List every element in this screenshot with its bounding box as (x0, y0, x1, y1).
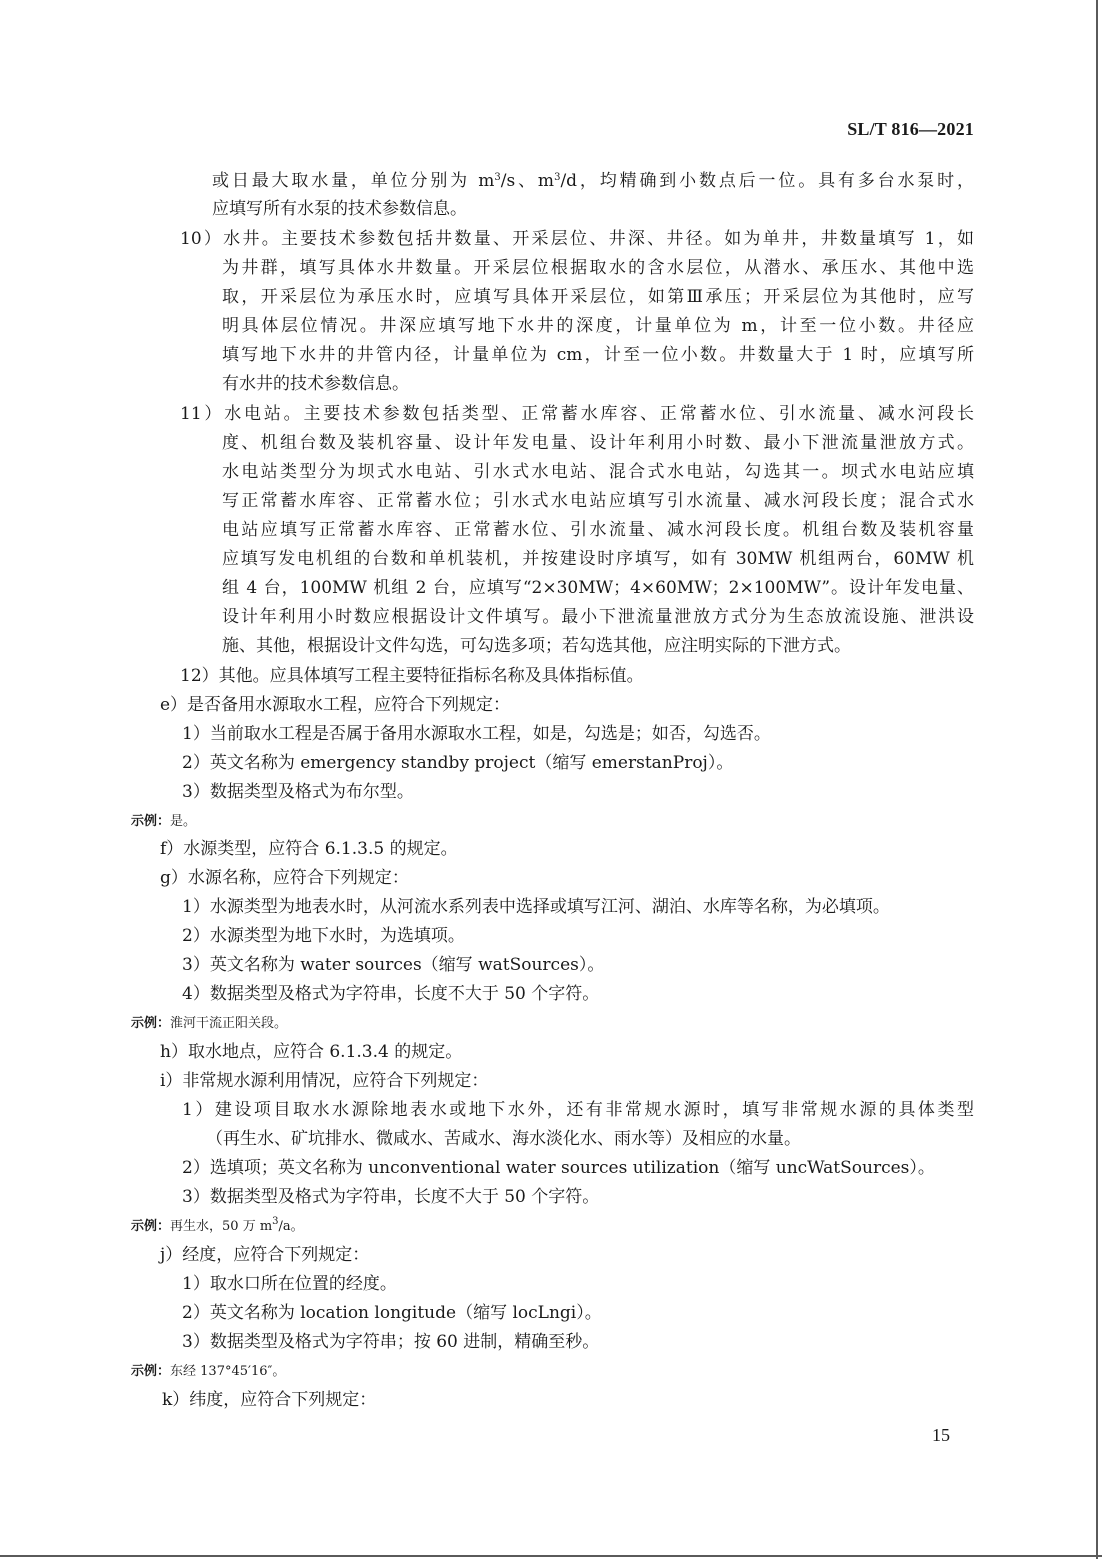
text-line: 取，开采层位为承压水时，应填写具体开采层位，如第Ⅲ承压；开采层位为其他时，应写 (222, 287, 974, 307)
text-line: 施、其他，根据设计文件勾选，可勾选多项；若勾选其他，应注明实际的下泄方式。 (222, 636, 851, 656)
example-label: 示例： (131, 814, 171, 829)
example-line: 示例：淮河干流正阳关段。 (131, 1016, 288, 1031)
list-item: 3）数据类型及格式为字符串，长度不大于 50 个字符。 (182, 1187, 600, 1207)
example-line: 示例：是。 (131, 814, 197, 829)
clause-h-heading: h）取水地点，应符合 6.1.3.4 的规定。 (160, 1042, 463, 1062)
example-line: 示例：再生水，50 万 $m^3/a$。 (131, 1216, 304, 1234)
clause-f-heading: f）水源类型，应符合 6.1.3.5 的规定。 (160, 839, 458, 859)
example-label: 示例： (131, 1219, 171, 1234)
list-item: 1）建设项目取水水源除地表水或地下水外，还有非常规水源时，填写非常规水源的具体类型 (182, 1100, 974, 1120)
clause-g-heading: g）水源名称，应符合下列规定： (160, 868, 409, 888)
text-line: 有水井的技术参数信息。 (222, 374, 409, 394)
page-edge-bottom (0, 1555, 1102, 1557)
text-line: 组 4 台，100MW 机组 2 台，应填写“2×30MW；4×60MW；2×100MW”。设计年发电量、 (222, 578, 974, 598)
list-item: 4）数据类型及格式为字符串，长度不大于 50 个字符。 (182, 984, 600, 1004)
list-item: 1）当前取水工程是否属于备用水源取水工程，如是，勾选是；如否，勾选否。 (182, 724, 771, 744)
example-line: 示例：东经 137°45′16″。 (131, 1364, 286, 1379)
list-item: 2）英文名称为 location longitude（缩写 locLngi）。 (182, 1303, 602, 1323)
example-label: 示例： (131, 1016, 171, 1031)
text-line: 应填写所有水泵的技术参数信息。 (212, 199, 467, 219)
list-item: 3）数据类型及格式为字符串；按 60 进制，精确至秒。 (182, 1332, 600, 1352)
standard-code-header: SL/T 816—2021 (847, 119, 974, 139)
list-item: 2）水源类型为地下水时，为选填项。 (182, 926, 465, 946)
list-item: 2）英文名称为 emergency standby project（缩写 emerstanProj）。 (182, 753, 734, 773)
page-edge-right (1096, 0, 1098, 1559)
text-line: 写正常蓄水库容、正常蓄水位；引水式水电站应填写引水流量、减水河段长度；混合式水 (222, 491, 974, 511)
list-item: 1）水源类型为地表水时，从河流水系列表中选择或填写江河、湖泊、水库等名称，为必填项。 (182, 897, 890, 917)
clause-j-heading: j）经度，应符合下列规定： (160, 1245, 370, 1265)
clause-i-heading: i）非常规水源利用情况，应符合下列规定： (160, 1071, 489, 1091)
text-line: 应填写发电机组的台数和单机装机，并按建设时序填写，如有 30MW 机组两台，60MW 机 (222, 549, 974, 569)
clause-e-heading: e）是否备用水源取水工程，应符合下列规定： (160, 695, 511, 715)
text-line: 度、机组台数及装机容量、设计年发电量、设计年利用小时数、最小下泄流量泄放方式。 (222, 433, 974, 453)
list-item: 3）数据类型及格式为布尔型。 (182, 782, 414, 802)
text-line: 电站应填写正常蓄水库容、正常蓄水位、引水流量、减水河段长度。机组台数及装机容量 (222, 520, 974, 540)
text-line: 填写地下水井的井管内径，计量单位为 cm，计至一位小数。井数量大于 1 时，应填写所 (222, 345, 974, 365)
text-line: 水电站类型分为坝式水电站、引水式水电站、混合式水电站，勾选其一。坝式水电站应填 (222, 462, 974, 482)
list-item-11: 11）水电站。主要技术参数包括类型、正常蓄水库容、正常蓄水位、引水流量、减水河段长 (180, 404, 974, 424)
text-line: 设计年利用小时数应根据设计文件填写。最小下泄流量泄放方式分为生态放流设施、泄洪设 (222, 607, 974, 627)
text-line: 明具体层位情况。井深应填写地下水井的深度，计量单位为 m，计至一位小数。井径应 (222, 316, 974, 336)
text-line: 为井群，填写具体水井数量。开采层位根据取水的含水层位，从潜水、承压水、其他中选 (222, 258, 974, 278)
page-number: 15 (932, 1425, 950, 1445)
clause-k-heading: k）纬度，应符合下列规定： (162, 1390, 377, 1410)
text-line: （再生水、矿坑排水、微咸水、苦咸水、海水淡化水、雨水等）及相应的水量。 (206, 1129, 801, 1149)
example-label: 示例： (131, 1364, 171, 1379)
list-item: 1）取水口所在位置的经度。 (182, 1274, 397, 1294)
text-line: 或日最大取水量，单位分别为 $m^3/s$、$m^3/d$，均精确到小数点后一位。具有多台水泵时， (212, 171, 975, 191)
list-item: 2）选填项；英文名称为 unconventional water sources utilization（缩写 uncWatSources）。 (182, 1158, 935, 1178)
list-item-10: 10）水井。主要技术参数包括井数量、开采层位、井深、井径。如为单井，井数量填写 1，如 (180, 229, 974, 249)
list-item: 3）英文名称为 water sources（缩写 watSources）。 (182, 955, 605, 975)
list-item-12: 12）其他。应具体填写工程主要特征指标名称及具体指标值。 (180, 666, 644, 686)
